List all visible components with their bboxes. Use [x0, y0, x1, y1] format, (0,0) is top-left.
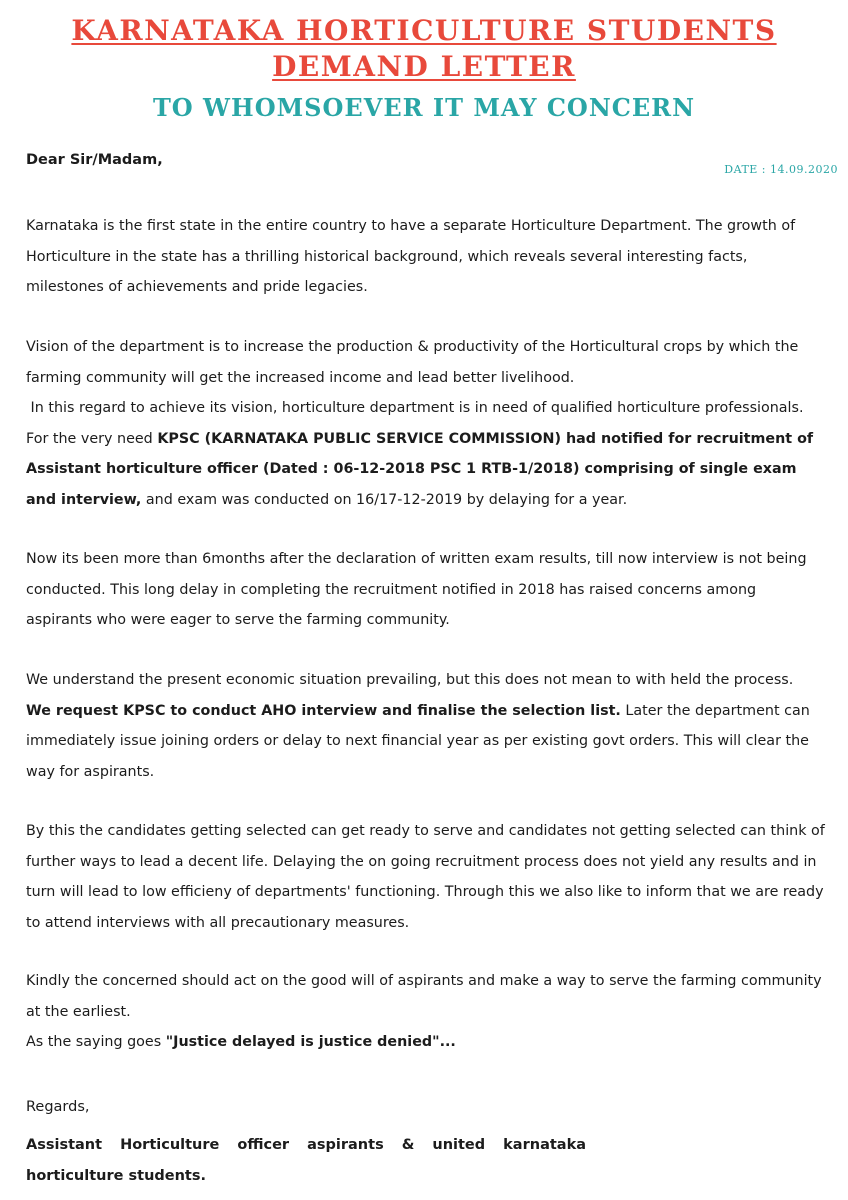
paragraph-request-post: Later the department can immediately issue joining orders or delay to next financial year as per existing govt orders. This will clear the way for aspirants. [26, 702, 815, 780]
paragraph-delay: Now its been more than 6months after the declaration of written exam results, till now interview is not being conducted. This long delay in completing the recruitment notified in 2018 has raised concerns among aspirants who were eager to serve the farming community. [26, 551, 807, 628]
signature: Assistant Horticulture officer aspirants & united karnataka horticulture students. [26, 1137, 586, 1184]
paragraph-closing-pre: As the saying goes [26, 1034, 166, 1050]
letter-date: DATE : 14.09.2020 [724, 163, 838, 176]
paragraph-closing [26, 966, 826, 1058]
paragraph-vision [26, 332, 826, 515]
paragraph-vision-line1: Vision of the department is to increase the production & productivity of the Horticultural crops by which the farming community will get the increased income and lead better livelihood. [26, 339, 799, 386]
letter-title-line1: KARNATAKA HORTICULTURE STUDENTS [71, 14, 777, 47]
paragraph-vision-bold: KPSC (KARNATAKA PUBLIC SERVICE COMMISSION) had notified for recruitment of Assistant horticulture officer (Dated : 06-12-2018 PSC 1 RTB-1/2018) comprising of single exam and interview, [26, 430, 814, 508]
paragraph-consequences: By this the candidates getting selected can get ready to serve and candidates not getting selected can think of further ways to lead a decent life. Delaying the on going recruitment process does not yield any results and in turn will lead to low efficieny of departments' functioning. Through this we also like to inform that we are ready to attend interviews with all precautionary measures. [26, 823, 825, 931]
paragraph-vision-line2: In this regard to achieve its vision, horticulture department is in need of qualified horticulture professionals. [26, 400, 804, 416]
paragraph-request-pre: We understand the present economic situation prevailing, but this does not mean to with held the process. [26, 672, 794, 688]
salutation: Dear Sir/Madam, [26, 152, 163, 168]
paragraph-intro: Karnataka is the first state in the entire country to have a separate Horticulture Department. The growth of Horticulture in the state has a thrilling historical background, which reveals several interesting facts, milestones of achievements and pride legacies. [26, 218, 796, 295]
paragraph-request-bold: We request KPSC to conduct AHO interview and finalise the selection list. [26, 702, 621, 719]
regards: Regards, [26, 1099, 90, 1115]
paragraph-request [26, 665, 826, 787]
paragraph-closing-line1: Kindly the concerned should act on the good will of aspirants and make a way to serve the farming community at the earliest. [26, 973, 822, 1020]
letter-subtitle: TO WHOMSOEVER IT MAY CONCERN [152, 93, 696, 122]
paragraph-vision-pre: For the very need [26, 430, 158, 447]
quote-justice: "Justice delayed is justice denied"... [165, 1034, 456, 1050]
paragraph-vision-post: and exam was conducted on 16/17-12-2019 by delaying for a year. [141, 491, 628, 508]
letter-title-line2: DEMAND LETTER [272, 50, 576, 83]
